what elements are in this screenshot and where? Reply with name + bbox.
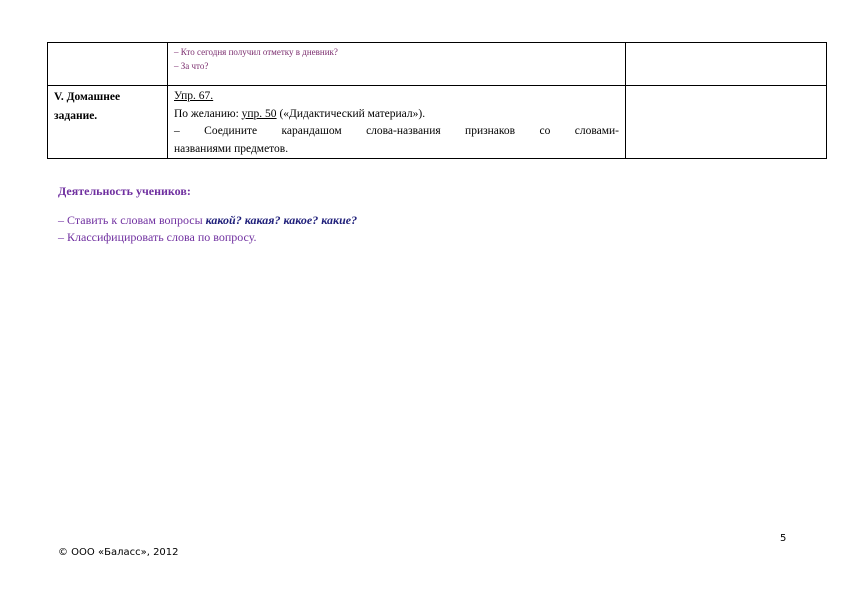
page-number: 5 [780,533,787,544]
content-cell [168,43,626,86]
activity-item-text: – Ставить к словам вопросы [58,213,206,227]
stage-cell [48,86,168,159]
stage-label: задание. [54,110,98,122]
optional-prefix: По желанию: [174,107,242,120]
task-line: – Соедините карандашом слова-названия признаков со словами- [174,125,619,137]
activity-title: Деятельность учеников: [58,184,191,198]
activity-item [58,212,357,229]
question-line: – За что? [174,61,209,71]
homework-cell [168,86,626,159]
stage-cell-empty [48,43,168,86]
optional-suffix: («Дидактический материал»). [276,107,426,120]
question-line: – Кто сегодня получил отметку в дневник? [174,47,338,57]
task-line: названиями предметов. [174,142,289,155]
table-row [48,43,827,86]
table-row [48,86,827,159]
lesson-table [47,42,827,159]
student-activity [58,184,357,246]
stage-label: V. Домашнее [54,91,121,103]
activity-item: – Классифицировать слова по вопросу. [58,230,257,244]
activity-questions: какой? какая? какое? какие? [205,213,358,227]
copyright: © ООО «Баласс», 2012 [58,547,179,558]
optional-link: упр. 50 [241,107,277,120]
notes-cell [626,86,827,159]
exercise-ref: Упр. 67. [174,90,214,102]
optional-task [174,106,619,124]
notes-cell [626,43,827,86]
